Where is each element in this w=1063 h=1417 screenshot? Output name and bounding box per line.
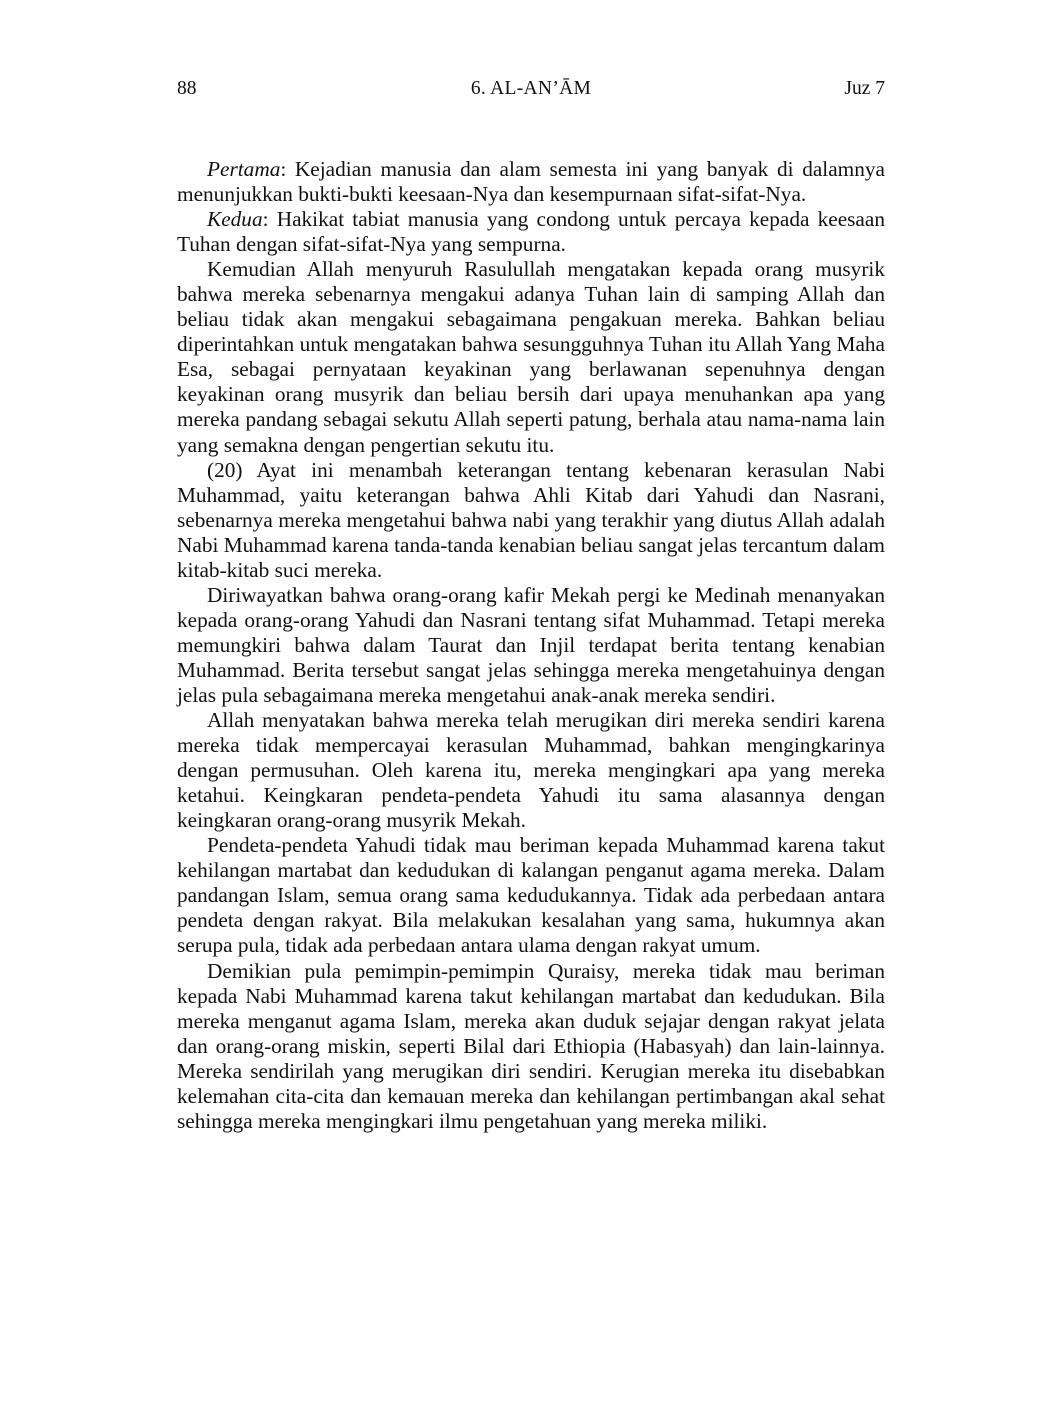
paragraph-label-kedua: Kedua (207, 207, 263, 232)
paragraph-label-pertama: Pertama (207, 157, 281, 181)
page-number: 88 (177, 78, 197, 99)
paragraph-text: : Hakikat tabiat manusia yang condong untuk percaya kepada keesaan Tuhan dengan sifat-sifat-Nya yang sempurna. (177, 207, 885, 257)
paragraph: Kemudian Allah menyuruh Rasulullah mengatakan kepada orang musyrik bahwa mereka sebenarnya mengakui adanya Tuhan lain di samping Allah dan beliau tidak akan mengakui sebagaimana pengakuan mereka. Bahkan beliau diperintahkan untuk mengatakan bahwa sesungguhnya Tuhan itu Allah Yang Maha Esa, sebagai pernyataan keyakinan yang berlawanan sepenuhnya dengan keyakinan orang musyrik dan beliau bersih dari upaya menuhankan apa yang mereka pandang sebagai sekutu Allah seperti patung, berhala atau nama-nama lain yang semakna dengan pengertian sekutu itu. (177, 257, 885, 457)
paragraph: Allah menyatakan bahwa mereka telah merugikan diri mereka sendiri karena mereka tidak mempercayai kerasulan Muhammad, bahkan mengingkarinya dengan permusuhan. Oleh karena itu, mereka mengingkari apa yang mereka ketahui. Keingkaran pendeta-pendeta Yahudi itu sama alasannya dengan keingkaran orang-orang musyrik Mekah. (177, 708, 885, 833)
juz-label: Juz 7 (844, 78, 885, 99)
body-text (177, 157, 885, 1134)
paragraph: Pendeta-pendeta Yahudi tidak mau beriman kepada Muhammad karena takut kehilangan martabat dan kedudukan di kalangan penganut agama mereka. Dalam pandangan Islam, semua orang sama kedudukannya. Tidak ada perbedaan antara pendeta dengan rakyat. Bila melakukan kesalahan yang sama, hukumnya akan serupa pula, tidak ada perbedaan antara ulama dengan rakyat umum. (177, 833, 885, 958)
paragraph: Diriwayatkan bahwa orang-orang kafir Mekah pergi ke Medinah menanyakan kepada orang-orang Yahudi dan Nasrani tentang sifat Muhammad. Tetapi mereka memungkiri bahwa dalam Taurat dan Injil terdapat berita tentang kenabian Muhammad. Berita tersebut sangat jelas sehingga mereka mengetahuinya dengan jelas pula sebagaimana mereka mengetahui anak-anak mereka sendiri. (177, 582, 885, 707)
paragraph-verse-20: (20) Ayat ini menambah keterangan tentang kebenaran kerasulan Nabi Muhammad, yaitu keterangan bahwa Ahli Kitab dari Yahudi dan Nasrani, sebenarnya mereka mengetahui bahwa nabi yang terakhir yang diutus Allah adalah Nabi Muhammad karena tanda-tanda kenabian beliau sangat jelas tercantum dalam kitab-kitab suci mereka. (177, 457, 885, 582)
paragraph: Demikian pula pemimpin-pemimpin Quraisy, mereka tidak mau beriman kepada Nabi Muhammad karena takut kehilangan martabat dan kedudukan. Bila mereka menganut agama Islam, mereka akan duduk sejajar dengan rakyat jelata dan orang-orang miskin, seperti Bilal dari Ethiopia (Habasyah) dan lain-lainnya. Mereka sendirilah yang merugikan diri sendiri. Kerugian mereka itu disebabkan kelemahan cita-cita dan kemauan mereka dan kehilangan pertimbangan akal sehat sehingga mereka mengingkari ilmu pengetahuan yang mereka miliki. (177, 958, 885, 1133)
paragraph-kedua (177, 207, 885, 257)
paragraph-text: : Kejadian manusia dan alam semesta ini yang banyak di dalamnya menunjukkan bukti-bukti keesaan-Nya dan kesempurnaan sifat-sifat-Nya. (177, 157, 885, 207)
chapter-title: 6. AL-AN’ĀM (470, 78, 592, 99)
paragraph-pertama (177, 157, 885, 207)
page-header (177, 76, 885, 102)
